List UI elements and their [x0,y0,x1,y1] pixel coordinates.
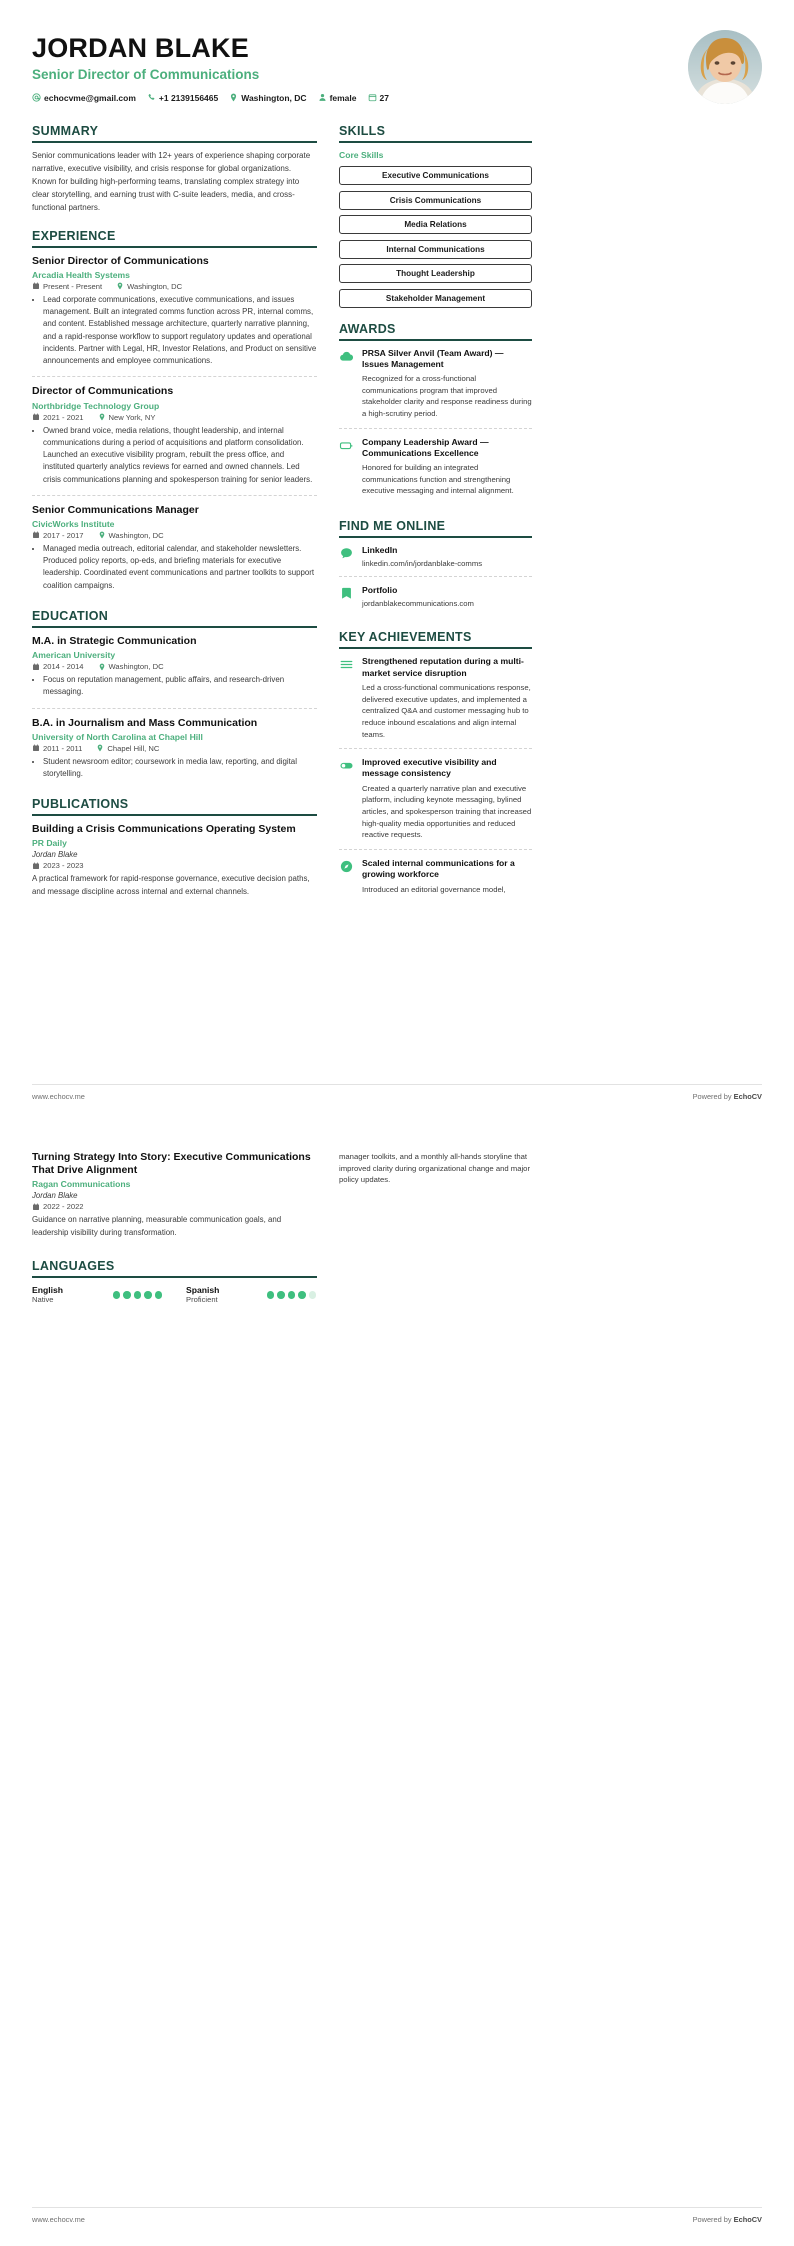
calendar-icon [32,862,40,870]
list-icon [339,656,355,740]
footer-brand [693,2215,762,2224]
online-url: jordanblakecommunications.com [362,599,474,609]
online-title: Portfolio [362,585,398,596]
online-item-linkedin[interactable] [339,545,532,577]
experience-entry [32,504,317,595]
contact-age-text: 27 [379,92,389,103]
skill-pill: Thought Leadership [339,264,532,283]
section-title-languages: LANGUAGES [32,1259,317,1278]
right-column [339,124,532,917]
contact-list [32,93,400,103]
entry-title: M.A. in Strategic Communication [32,634,197,647]
section-publications-continued [32,1151,317,1241]
publication-entry [32,823,317,900]
contact-location [229,93,306,103]
footer-url[interactable]: www.echocv.me [32,2215,85,2224]
section-awards [339,322,532,506]
avatar [688,30,762,104]
contact-phone-text: +1 2139156465 [158,92,219,103]
online-title: LinkedIn [362,545,398,556]
education-entry [32,635,317,709]
entry-meta [32,282,317,291]
section-publications [32,797,317,900]
online-url: linkedin.com/in/jordanblake-comms [362,559,483,569]
calendar-icon [32,663,40,671]
skill-pill: Internal Communications [339,240,532,259]
person-icon [318,93,327,102]
award-item [339,348,532,429]
rating-dot [144,1291,152,1299]
footer-powered-prefix: Powered by [692,1092,734,1101]
entry-dates-text: 2017 - 2017 [43,530,84,540]
location-icon [96,744,104,752]
entry-location [96,744,159,753]
award-description: Honored for building an integrated communications function and strengthening executive messaging and internal alignment. [362,463,514,496]
achievement-title: Scaled internal communications for a growing workforce [362,858,515,880]
entry-dates [32,282,102,291]
language-name: Spanish [186,1284,220,1295]
calendar-icon [32,531,40,539]
location-icon [98,531,106,539]
contact-email[interactable] [32,93,136,103]
section-title-online: FIND ME ONLINE [339,519,532,538]
entry-title: Building a Crisis Communications Operating System [32,823,296,836]
entry-bullets [32,425,317,486]
entry-location [98,413,156,422]
entry-title: Senior Communications Manager [32,503,199,516]
location-icon [116,282,124,290]
battery-icon [339,437,355,497]
entry-meta [32,413,317,422]
section-title-publications: PUBLICATIONS [32,797,317,816]
entry-location [98,531,164,540]
footer-url[interactable]: www.echocv.me [32,1092,85,1101]
footer-powered-prefix: Powered by [692,2215,734,2224]
skills-group-label: Core Skills [339,150,384,160]
achievement-description-continued: manager toolkits, and a monthly all-hands storyline that improved clarity during organizational change and major policy updates. [339,1152,531,1185]
rating-dot [155,1291,163,1299]
language-level: Native [32,1295,54,1305]
experience-entry [32,255,317,378]
left-column-page2 [32,1151,317,1319]
footer-powered-brand: EchoCV [733,1092,762,1101]
section-key-achievements [339,630,532,903]
rating-dot [298,1291,306,1299]
entry-dates-text: 2011 - 2011 [43,743,83,753]
language-item-spanish [186,1285,316,1306]
list-item: • Lead corporate communications, executive communications, and issues management. Built an integrated comms function across PR, internal comms, and content. Established message architecture, quarterly narrative planning, and a rapid-response workflow to support regulatory updates and operational incidents. Partner with Legal, HR, Investor Relations, and Product on sensitive announcements and employee communications. [43,294,317,368]
rating-dot [288,1291,296,1299]
language-rating-dots [267,1291,317,1299]
skill-pill: Executive Communications [339,166,532,185]
language-level: Proficient [186,1295,218,1305]
experience-entry [32,385,317,495]
contact-gender-text: female [329,92,357,103]
list-item: • Student newsroom editor; coursework in media law, reporting, and digital storytelling. [43,756,317,781]
right-column-page2 [339,1151,532,1186]
section-summary [32,124,317,215]
entry-organization: American University [32,650,116,661]
entry-dates-text: Present - Present [43,281,103,291]
entry-bullets [32,543,317,592]
rating-dot [123,1291,131,1299]
chat-icon [339,545,355,568]
entry-meta [32,861,317,870]
entry-bullets [32,674,317,699]
entry-dates-text: 2014 - 2014 [43,662,84,672]
achievement-title: Strengthened reputation during a multi-market service disruption [362,656,524,678]
entry-organization: PR Daily [32,838,67,849]
toggle-icon [339,757,355,841]
entry-dates [32,531,84,540]
calendar-icon [368,93,377,102]
entry-organization: University of North Carolina at Chapel Hill [32,731,203,742]
publication-entry [32,1151,317,1241]
rating-dot [277,1291,285,1299]
award-item [339,437,532,505]
achievement-item [339,757,532,850]
section-experience [32,229,317,595]
resume-header [32,28,762,104]
cloud-icon [339,348,355,420]
entry-location [116,282,182,291]
entry-organization: CivicWorks Institute [32,518,115,529]
entry-title: Director of Communications [32,385,174,398]
online-item-portfolio[interactable] [339,585,532,616]
publication-text: Guidance on narrative planning, measurable communication goals, and leadership visibility during transformation. [32,1215,282,1237]
skill-pill: Media Relations [339,215,532,234]
list-item: • Owned brand voice, media relations, thought leadership, and internal communications during a period of acquisitions and platform consolidation. Launched an executive visibility program, rebuilt the press office, and instituted quarterly analytics reviews for earned and owned channels. Led crisis communications planning and spokesperson training for senior leaders. [43,425,317,486]
calendar-icon [32,413,40,421]
education-entry [32,717,317,784]
entry-dates [32,1202,84,1211]
contact-email-text: echocvme@gmail.com [44,92,136,103]
footer-powered-brand: EchoCV [733,2215,762,2224]
section-skills [339,124,532,308]
page-title: JORDAN BLAKE [32,33,249,63]
entry-dates [32,744,82,753]
email-icon [32,93,41,102]
rating-dot [309,1291,317,1299]
entry-location-text: New York, NY [108,412,156,422]
location-icon [229,93,238,102]
entry-bullets [32,756,317,781]
section-title-achievements: KEY ACHIEVEMENTS [339,630,532,649]
section-languages [32,1259,317,1306]
rating-dot [113,1291,121,1299]
calendar-icon [32,744,40,752]
section-find-me-online [339,519,532,616]
achievement-title: Improved executive visibility and message consistency [362,757,497,779]
entry-bullets [32,294,317,368]
section-title-experience: EXPERIENCE [32,229,317,248]
publication-text: A practical framework for rapid-response governance, executive decision paths, and message discipline across internal and external channels. [32,874,310,896]
entry-title: Turning Strategy Into Story: Executive Communications That Drive Alignment [32,1151,311,1177]
entry-organization: Arcadia Health Systems [32,269,130,280]
compass-icon [339,858,355,895]
page-footer [32,2207,762,2224]
achievement-item [339,656,532,749]
language-item-english [32,1285,162,1306]
entry-title: Senior Director of Communications [32,254,209,267]
section-title-awards: AWARDS [339,322,532,341]
achievement-item [339,858,532,903]
achievement-description: Introduced an editorial governance model, [362,884,506,894]
achievement-description: Led a cross-functional communications response, delivered executive updates, and implemented a centralized Q&A and customer messaging hub to reduce inbound escalations and align internal teams. [362,682,531,739]
skills-list [339,166,532,308]
entry-location-text: Washington, DC [108,530,164,540]
contact-gender [318,93,357,103]
entry-meta [32,1202,317,1211]
entry-location-text: Washington, DC [127,281,183,291]
calendar-icon [32,1203,40,1211]
award-title: Company Leadership Award — Communications Excellence [362,436,489,458]
entry-meta [32,662,317,671]
list-item: • Managed media outreach, editorial calendar, and stakeholder newsletters. Produced policy reports, op-eds, and briefing materials for executive leadership. Coordinated event communications and partner toolkits to support coalition campaigns. [43,543,317,592]
location-icon [98,663,106,671]
section-title-summary: SUMMARY [32,124,317,143]
skill-pill: Crisis Communications [339,191,532,210]
entry-location-text: Washington, DC [108,662,164,672]
contact-phone[interactable] [147,93,218,103]
entry-organization: Northbridge Technology Group [32,400,160,411]
phone-icon [147,93,156,102]
language-name: English [32,1284,64,1295]
award-description: Recognized for a cross-functional communications program that improved stakeholder clarity and response readiness during a high-scrutiny period. [362,373,532,418]
resume-page-2 [0,1123,794,2246]
entry-title: B.A. in Journalism and Mass Communication [32,716,258,729]
rating-dot [267,1291,275,1299]
entry-dates-text: 2023 - 2023 [43,861,84,871]
section-title-skills: SKILLS [339,124,532,143]
summary-text: Senior communications leader with 12+ years of experience shaping corporate narrative, executive visibility, and crisis response for global organizations. Known for building high-performing teams, translating complex strategy into clear storytelling, and earning trust with C-suite leaders, media, and cross-functional partners. [32,151,311,212]
entry-author: Jordan Blake [32,850,78,860]
skill-pill: Stakeholder Management [339,289,532,308]
left-column [32,124,317,914]
rating-dot [134,1291,142,1299]
language-rating-dots [113,1291,163,1299]
contact-age [368,93,389,103]
calendar-icon [32,282,40,290]
languages-list [32,1285,317,1306]
entry-meta [32,531,317,540]
page-footer [32,1084,762,1101]
footer-brand [693,1092,762,1101]
entry-dates [32,861,84,870]
job-title-subtitle: Senior Director of Communications [32,66,260,82]
bookmark-icon [339,585,355,608]
entry-dates [32,662,84,671]
section-title-education: EDUCATION [32,609,317,628]
award-title: PRSA Silver Anvil (Team Award) — Issues Management [362,347,504,369]
section-education [32,609,317,783]
entry-dates [32,413,84,422]
entry-organization: Ragan Communications [32,1179,131,1190]
contact-location-text: Washington, DC [241,92,307,103]
entry-dates-text: 2021 - 2021 [43,412,84,422]
location-icon [98,413,106,421]
entry-location-text: Chapel Hill, NC [107,743,160,753]
achievement-description: Created a quarterly narrative plan and executive platform, including keynote messaging, bylined articles, and spokesperson training that increased high-quality media opportunities and reduced reactive requests. [362,783,532,840]
entry-meta [32,744,317,753]
entry-location [98,662,164,671]
entry-author: Jordan Blake [32,1191,78,1201]
list-item: • Focus on reputation management, public affairs, and research-driven messaging. [43,674,317,699]
entry-dates-text: 2022 - 2022 [43,1202,84,1212]
